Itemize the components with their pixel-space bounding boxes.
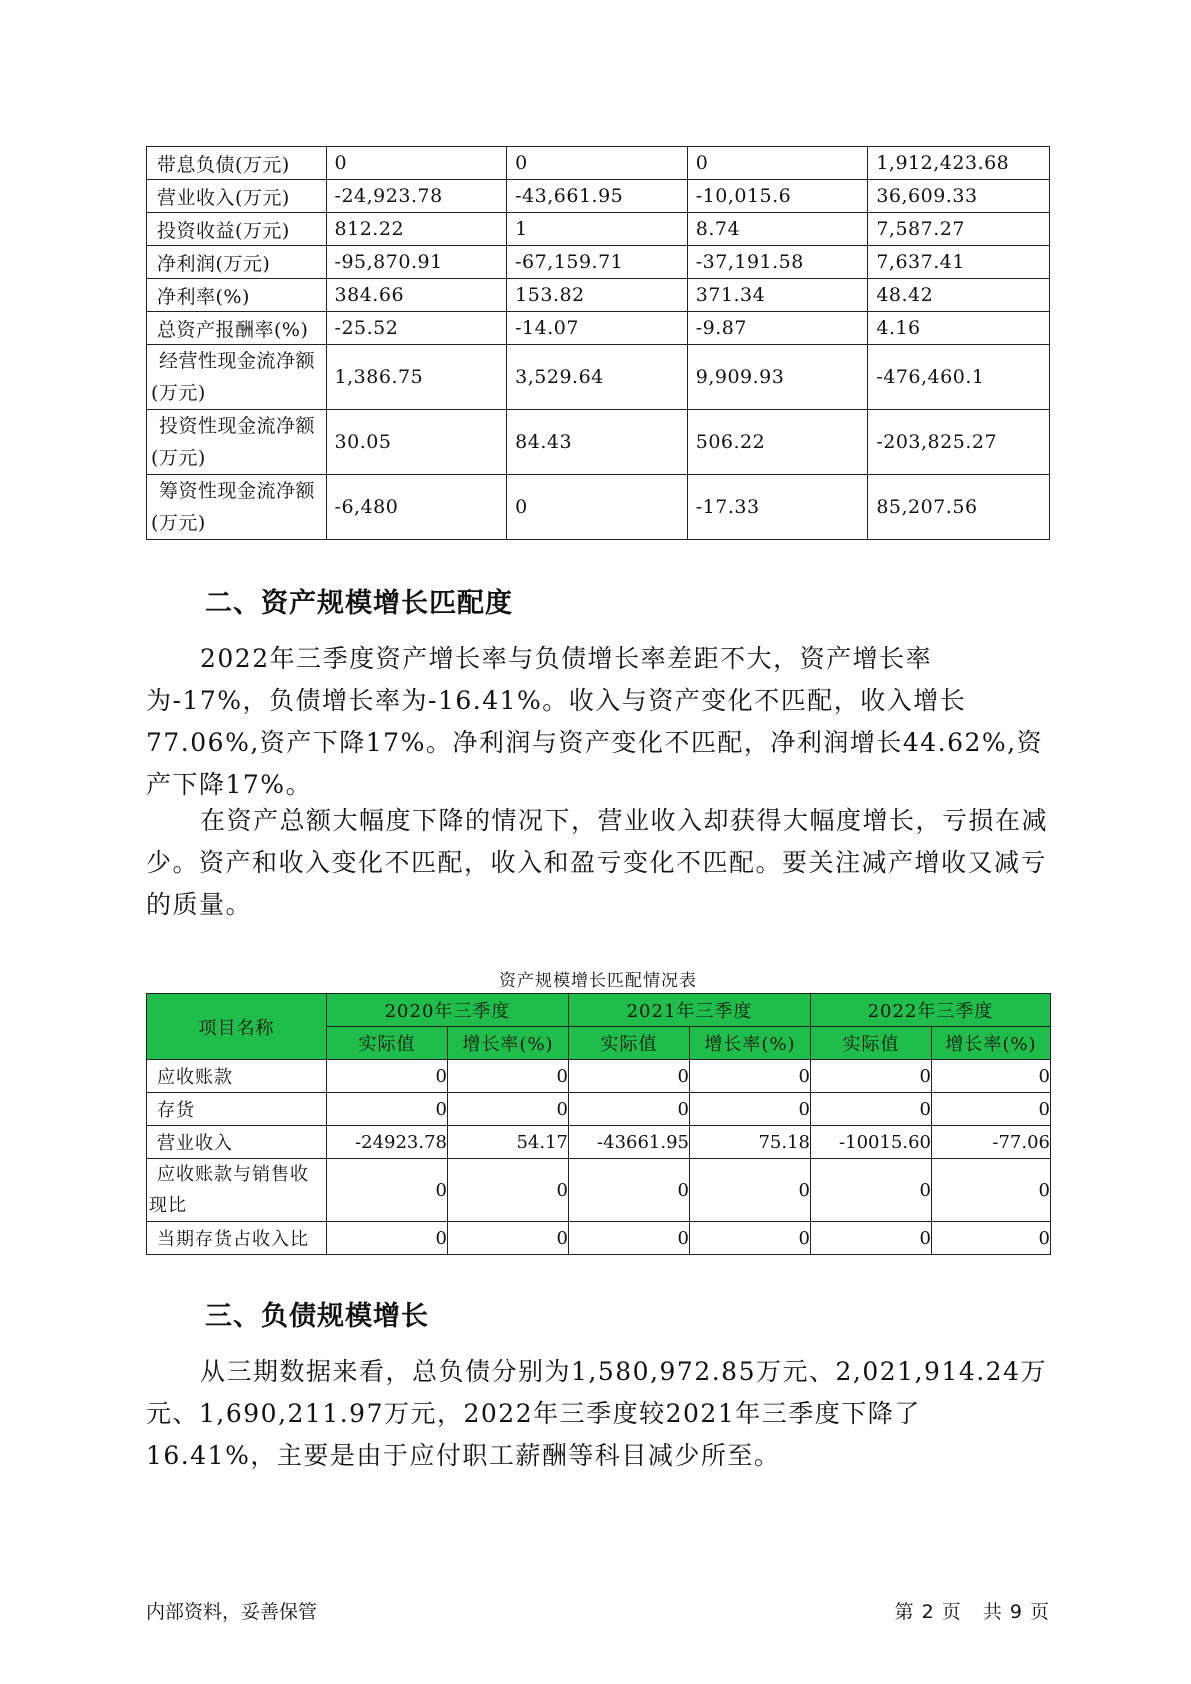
row-label: 存货	[147, 1093, 327, 1126]
cell-value: 0	[327, 1222, 448, 1255]
cell-value: 0	[569, 1222, 690, 1255]
financial-indicators-table	[146, 146, 1050, 540]
cell-value: -10015.60	[811, 1126, 932, 1159]
column-header-actual: 实际值	[569, 1027, 690, 1060]
cell-value: 0	[932, 1060, 1051, 1093]
cell-value: 8.74	[687, 213, 868, 246]
cell-value: 54.17	[448, 1126, 569, 1159]
row-label-line2: (万元)	[151, 447, 206, 469]
cell-value: 9,909.93	[687, 345, 868, 410]
cell-value: 0	[448, 1159, 569, 1222]
cell-value: 0	[690, 1093, 811, 1126]
cell-value: 0	[569, 1159, 690, 1222]
cell-value: -24923.78	[327, 1126, 448, 1159]
cell-value: -6,480	[326, 475, 507, 540]
cell-value: 0	[326, 147, 507, 180]
cell-value: 84.43	[507, 410, 688, 475]
column-header-growth: 增长率(%)	[448, 1027, 569, 1060]
cell-value: -67,159.71	[507, 246, 688, 279]
cell-value: 30.05	[326, 410, 507, 475]
column-header-period: 2021年三季度	[569, 994, 811, 1027]
cell-value: 0	[687, 147, 868, 180]
cell-value: 0	[448, 1060, 569, 1093]
cell-value: 85,207.56	[868, 475, 1050, 540]
row-label-line1: 筹资性现金流净额	[159, 480, 316, 502]
cell-value: -43661.95	[569, 1126, 690, 1159]
row-label: 总资产报酬率(%)	[147, 312, 327, 345]
cell-value: -95,870.91	[326, 246, 507, 279]
asset-growth-match-table	[146, 993, 1051, 1255]
column-header-item: 项目名称	[147, 994, 327, 1060]
cell-value: 384.66	[326, 279, 507, 312]
footer-confidential-note: 内部资料，妥善保管	[146, 1601, 318, 1623]
cell-value: 812.22	[326, 213, 507, 246]
section-heading-liability-growth: 三、负债规模增长	[205, 1301, 429, 1332]
cell-value: 0	[327, 1093, 448, 1126]
cell-value: 0	[932, 1222, 1051, 1255]
table-row	[147, 279, 1050, 312]
row-label: 投资收益(万元)	[147, 213, 327, 246]
cell-value: -203,825.27	[868, 410, 1050, 475]
cell-value: -17.33	[687, 475, 868, 540]
table-row	[147, 213, 1050, 246]
cell-value: 0	[932, 1159, 1051, 1222]
cell-value: -37,191.58	[687, 246, 868, 279]
paragraph: 从三期数据来看，总负债分别为1,580,972.85万元、2,021,914.24万元、1,690,211.97万元，2022年三季度较2021年三季度下降了16.41%，主要是由于应付职工薪酬等科目减少所至。	[146, 1357, 1047, 1470]
cell-value: 0	[507, 475, 688, 540]
row-label-line1: 经营性现金流净额	[159, 350, 316, 372]
column-header-growth: 增长率(%)	[690, 1027, 811, 1060]
row-label: 营业收入(万元)	[147, 180, 327, 213]
row-label	[147, 1159, 327, 1222]
column-header-period: 2020年三季度	[327, 994, 569, 1027]
cell-value: -25.52	[326, 312, 507, 345]
row-label	[147, 345, 327, 410]
table-caption: 资产规模增长匹配情况表	[499, 971, 697, 991]
page-number: 第 2 页 共 9 页	[894, 1601, 1050, 1623]
table-row	[147, 312, 1050, 345]
row-label: 带息负债(万元)	[147, 147, 327, 180]
table-row	[147, 1126, 1051, 1159]
cell-value: -43,661.95	[507, 180, 688, 213]
column-header-period: 2022年三季度	[811, 994, 1051, 1027]
cell-value: 0	[811, 1093, 932, 1126]
cell-value: 36,609.33	[868, 180, 1050, 213]
cell-value: 153.82	[507, 279, 688, 312]
cell-value: -24,923.78	[326, 180, 507, 213]
row-label: 营业收入	[147, 1126, 327, 1159]
table-row	[147, 345, 1050, 410]
table-row	[147, 180, 1050, 213]
column-header-growth: 增长率(%)	[932, 1027, 1051, 1060]
row-label-line2: (万元)	[151, 382, 206, 404]
table-row	[147, 1060, 1051, 1093]
cell-value: 3,529.64	[507, 345, 688, 410]
cell-value: -14.07	[507, 312, 688, 345]
row-label: 净利率(%)	[147, 279, 327, 312]
cell-value: 7,587.27	[868, 213, 1050, 246]
table-header-row	[147, 994, 1051, 1027]
cell-value: 1	[507, 213, 688, 246]
cell-value: 1,386.75	[326, 345, 507, 410]
row-label-line1: 应收账款与销售收	[157, 1164, 309, 1185]
cell-value: 0	[932, 1093, 1051, 1126]
row-label-line2: 现比	[149, 1195, 187, 1216]
row-label-line1: 投资性现金流净额	[159, 415, 316, 437]
cell-value: 0	[327, 1159, 448, 1222]
cell-value: 0	[507, 147, 688, 180]
row-label: 当期存货占收入比	[147, 1222, 327, 1255]
cell-value: 0	[327, 1060, 448, 1093]
cell-value: 0	[448, 1093, 569, 1126]
row-label	[147, 410, 327, 475]
row-label: 应收账款	[147, 1060, 327, 1093]
table-row	[147, 246, 1050, 279]
paragraph: 在资产总额大幅度下降的情况下，营业收入却获得大幅度增长，亏损在减少。资产和收入变化不匹配，收入和盈亏变化不匹配。要关注减产增收又减亏的质量。	[146, 806, 1049, 919]
table-row	[147, 1222, 1051, 1255]
cell-value: -10,015.6	[687, 180, 868, 213]
cell-value: 371.34	[687, 279, 868, 312]
cell-value: 0	[569, 1060, 690, 1093]
row-label-line2: (万元)	[151, 512, 206, 534]
cell-value: -9.87	[687, 312, 868, 345]
table-row	[147, 1159, 1051, 1222]
cell-value: 0	[811, 1159, 932, 1222]
table-row	[147, 1093, 1051, 1126]
cell-value: 0	[448, 1222, 569, 1255]
cell-value: 4.16	[868, 312, 1050, 345]
column-header-actual: 实际值	[327, 1027, 448, 1060]
cell-value: -476,460.1	[868, 345, 1050, 410]
cell-value: 7,637.41	[868, 246, 1050, 279]
cell-value: 0	[811, 1060, 932, 1093]
cell-value: 0	[811, 1222, 932, 1255]
column-header-actual: 实际值	[811, 1027, 932, 1060]
table-row	[147, 147, 1050, 180]
cell-value: -77.06	[932, 1126, 1051, 1159]
table-row	[147, 410, 1050, 475]
cell-value: 1,912,423.68	[868, 147, 1050, 180]
cell-value: 75.18	[690, 1126, 811, 1159]
cell-value: 506.22	[687, 410, 868, 475]
row-label	[147, 475, 327, 540]
table-row	[147, 475, 1050, 540]
cell-value: 0	[569, 1093, 690, 1126]
cell-value: 0	[690, 1159, 811, 1222]
section-heading-asset-growth: 二、资产规模增长匹配度	[205, 588, 513, 619]
cell-value: 0	[690, 1222, 811, 1255]
row-label: 净利润(万元)	[147, 246, 327, 279]
paragraph: 2022年三季度资产增长率与负债增长率差距不大，资产增长率为-17%，负债增长率为-16.41%。收入与资产变化不匹配，收入增长77.06%,资产下降17%。净利润与资产变化不匹配，净利润增长44.62%,资产下降17%。	[146, 644, 1044, 799]
cell-value: 48.42	[868, 279, 1050, 312]
cell-value: 0	[690, 1060, 811, 1093]
